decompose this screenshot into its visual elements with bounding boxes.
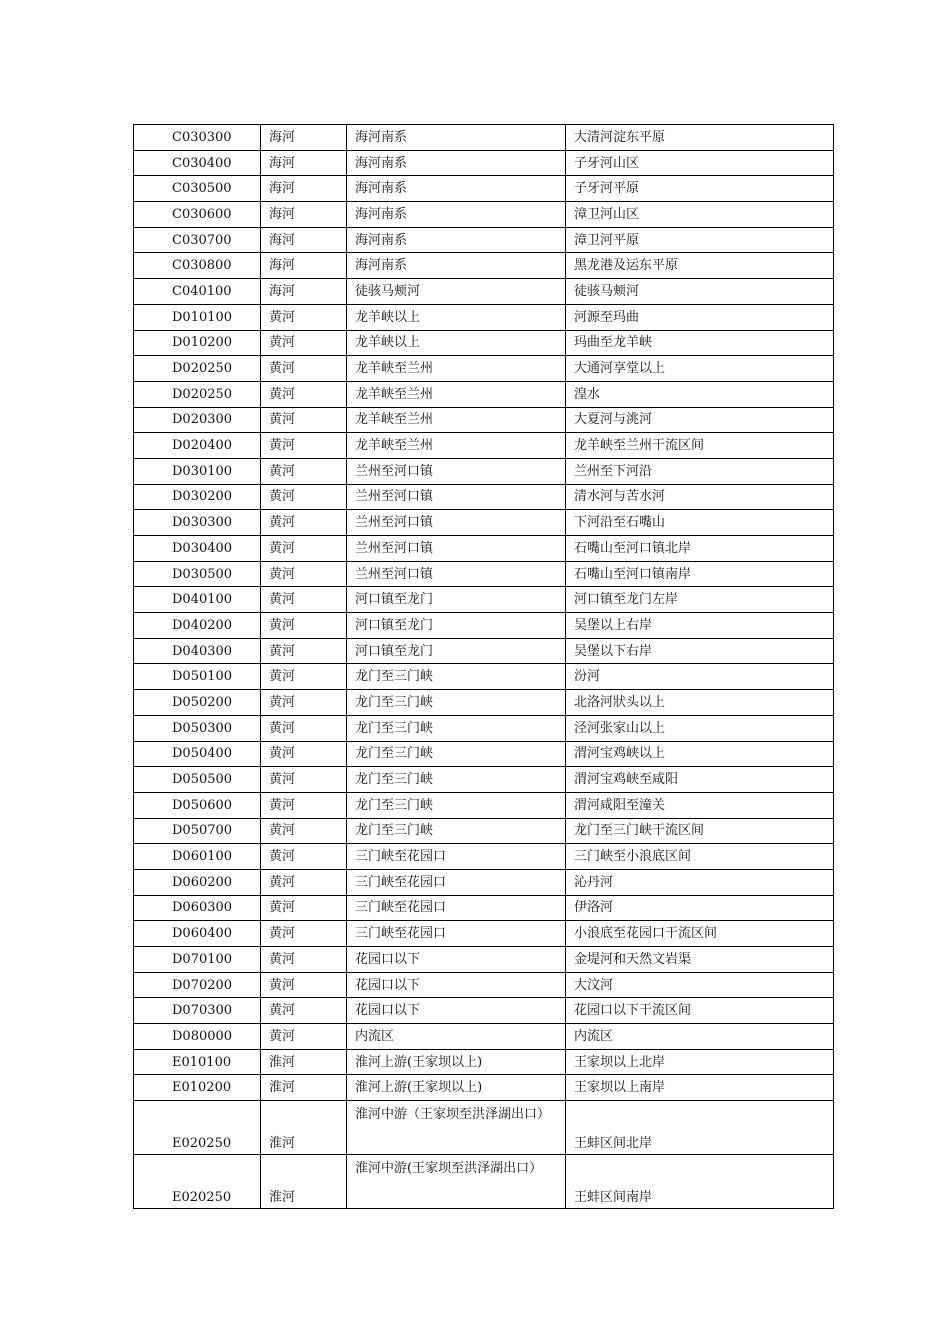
cell-region: 清水河与苦水河	[566, 484, 834, 510]
cell-system: 花园口以下	[347, 998, 566, 1024]
cell-code: C030700	[134, 227, 261, 253]
cell-region: 内流区	[566, 1024, 834, 1050]
cell-basin: 海河	[261, 253, 347, 279]
cell-code: D050300	[134, 715, 261, 741]
cell-system: 河口镇至龙门	[347, 587, 566, 613]
cell-system: 海河南系	[347, 176, 566, 202]
cell-basin: 黄河	[261, 638, 347, 664]
cell-code: C040100	[134, 279, 261, 305]
table-row	[134, 510, 834, 536]
table-row	[134, 381, 834, 407]
table-row	[134, 715, 834, 741]
table-row	[134, 1101, 834, 1155]
cell-system: 龙门至三门峡	[347, 741, 566, 767]
table-row	[134, 638, 834, 664]
cell-region: 吴堡以上右岸	[566, 613, 834, 639]
cell-code: D040100	[134, 587, 261, 613]
cell-code: D020250	[134, 356, 261, 382]
cell-system: 海河南系	[347, 227, 566, 253]
cell-basin: 黄河	[261, 484, 347, 510]
cell-region: 泾河张家山以上	[566, 715, 834, 741]
cell-system: 龙羊峡至兰州	[347, 433, 566, 459]
cell-system: 龙门至三门峡	[347, 690, 566, 716]
cell-system: 三门峡至花园口	[347, 921, 566, 947]
cell-region: 大夏河与洮河	[566, 407, 834, 433]
cell-basin: 黄河	[261, 510, 347, 536]
table-row	[134, 587, 834, 613]
cell-basin: 淮河	[261, 1075, 347, 1101]
cell-region: 大通河享堂以上	[566, 356, 834, 382]
cell-system: 龙门至三门峡	[347, 664, 566, 690]
cell-basin: 淮河	[261, 1049, 347, 1075]
cell-region: 北洛河狀头以上	[566, 690, 834, 716]
cell-system: 淮河上游(王家坝以上)	[347, 1075, 566, 1101]
cell-basin: 海河	[261, 125, 347, 151]
cell-region: 渭河宝鸡峡至咸阳	[566, 767, 834, 793]
cell-region: 黑龙港及运东平原	[566, 253, 834, 279]
cell-region: 漳卫河山区	[566, 202, 834, 228]
cell-system: 兰州至河口镇	[347, 561, 566, 587]
cell-basin: 海河	[261, 176, 347, 202]
cell-system: 龙门至三门峡	[347, 792, 566, 818]
cell-code: C030600	[134, 202, 261, 228]
table-row	[134, 279, 834, 305]
table-row	[134, 1024, 834, 1050]
cell-system: 龙羊峡以上	[347, 304, 566, 330]
cell-region: 王家坝以上北岸	[566, 1049, 834, 1075]
cell-code: D030400	[134, 536, 261, 562]
table-row	[134, 330, 834, 356]
cell-code: D070300	[134, 998, 261, 1024]
cell-region: 下河沿至石嘴山	[566, 510, 834, 536]
cell-region: 沁丹河	[566, 869, 834, 895]
table-row	[134, 458, 834, 484]
cell-region: 王蚌区间南岸	[566, 1155, 834, 1209]
cell-basin: 黄河	[261, 587, 347, 613]
cell-region: 漳卫河平原	[566, 227, 834, 253]
cell-region: 小浪底至花园口干流区间	[566, 921, 834, 947]
cell-basin: 黄河	[261, 921, 347, 947]
cell-code: D050500	[134, 767, 261, 793]
cell-code: D060200	[134, 869, 261, 895]
table-row	[134, 998, 834, 1024]
cell-basin: 淮河	[261, 1101, 347, 1155]
cell-code: D030100	[134, 458, 261, 484]
cell-region: 河源至玛曲	[566, 304, 834, 330]
cell-region: 石嘴山至河口镇南岸	[566, 561, 834, 587]
cell-code: D060400	[134, 921, 261, 947]
basin-table-body	[134, 125, 834, 1209]
table-row	[134, 818, 834, 844]
cell-basin: 黄河	[261, 613, 347, 639]
cell-code: E010200	[134, 1075, 261, 1101]
cell-code: E020250	[134, 1101, 261, 1155]
table-row	[134, 1155, 834, 1209]
cell-region: 子牙河平原	[566, 176, 834, 202]
cell-system: 徒骇马颊河	[347, 279, 566, 305]
cell-basin: 淮河	[261, 1155, 347, 1209]
cell-code: D010200	[134, 330, 261, 356]
table-row	[134, 741, 834, 767]
table-row	[134, 227, 834, 253]
cell-system: 兰州至河口镇	[347, 510, 566, 536]
cell-code: D050200	[134, 690, 261, 716]
cell-region: 兰州至下河沿	[566, 458, 834, 484]
cell-basin: 海河	[261, 202, 347, 228]
cell-code: D080000	[134, 1024, 261, 1050]
cell-code: D040200	[134, 613, 261, 639]
cell-code: D020250	[134, 381, 261, 407]
cell-basin: 黄河	[261, 715, 347, 741]
cell-basin: 黄河	[261, 356, 347, 382]
cell-code: D050700	[134, 818, 261, 844]
cell-code: D030200	[134, 484, 261, 510]
cell-basin: 海河	[261, 150, 347, 176]
table-row	[134, 407, 834, 433]
cell-basin: 海河	[261, 227, 347, 253]
cell-region: 大汶河	[566, 972, 834, 998]
table-row	[134, 767, 834, 793]
basin-table	[133, 124, 834, 1209]
table-row	[134, 972, 834, 998]
cell-basin: 黄河	[261, 381, 347, 407]
cell-region: 伊洛河	[566, 895, 834, 921]
table-row	[134, 613, 834, 639]
cell-basin: 黄河	[261, 767, 347, 793]
cell-basin: 黄河	[261, 869, 347, 895]
table-row	[134, 202, 834, 228]
cell-system: 海河南系	[347, 150, 566, 176]
cell-code: D050100	[134, 664, 261, 690]
cell-region: 湟水	[566, 381, 834, 407]
cell-region: 渭河宝鸡峡以上	[566, 741, 834, 767]
cell-region: 王家坝以上南岸	[566, 1075, 834, 1101]
cell-basin: 海河	[261, 279, 347, 305]
cell-basin: 黄河	[261, 972, 347, 998]
cell-basin: 黄河	[261, 330, 347, 356]
cell-code: D060300	[134, 895, 261, 921]
table-row	[134, 176, 834, 202]
cell-basin: 黄河	[261, 1024, 347, 1050]
cell-region: 徒骇马颊河	[566, 279, 834, 305]
cell-basin: 黄河	[261, 998, 347, 1024]
table-row	[134, 1075, 834, 1101]
cell-system: 海河南系	[347, 125, 566, 151]
cell-system: 花园口以下	[347, 972, 566, 998]
table-row	[134, 690, 834, 716]
cell-code: D050600	[134, 792, 261, 818]
cell-system: 三门峡至花园口	[347, 869, 566, 895]
table-row	[134, 895, 834, 921]
table-row	[134, 947, 834, 973]
cell-code: D070100	[134, 947, 261, 973]
cell-basin: 黄河	[261, 664, 347, 690]
cell-system: 海河南系	[347, 202, 566, 228]
cell-system: 龙羊峡至兰州	[347, 381, 566, 407]
cell-code: D030300	[134, 510, 261, 536]
cell-basin: 黄河	[261, 561, 347, 587]
table-row	[134, 792, 834, 818]
cell-region: 汾河	[566, 664, 834, 690]
table-row	[134, 844, 834, 870]
cell-basin: 黄河	[261, 792, 347, 818]
cell-basin: 黄河	[261, 433, 347, 459]
cell-system: 淮河上游(王家坝以上)	[347, 1049, 566, 1075]
cell-region: 王蚌区间北岸	[566, 1101, 834, 1155]
cell-region: 金堤河和天然文岩渠	[566, 947, 834, 973]
cell-system: 兰州至河口镇	[347, 458, 566, 484]
cell-code: D030500	[134, 561, 261, 587]
table-row	[134, 304, 834, 330]
cell-code: D040300	[134, 638, 261, 664]
cell-system: 龙门至三门峡	[347, 715, 566, 741]
table-row	[134, 1049, 834, 1075]
cell-system: 内流区	[347, 1024, 566, 1050]
table-row	[134, 664, 834, 690]
cell-system: 淮河中游（王家坝至洪泽湖出口）	[347, 1101, 566, 1155]
cell-system: 海河南系	[347, 253, 566, 279]
cell-system: 花园口以下	[347, 947, 566, 973]
table-row	[134, 484, 834, 510]
table-row	[134, 125, 834, 151]
cell-system: 兰州至河口镇	[347, 484, 566, 510]
cell-code: D060100	[134, 844, 261, 870]
cell-system: 龙羊峡至兰州	[347, 356, 566, 382]
table-row	[134, 561, 834, 587]
cell-system: 河口镇至龙门	[347, 613, 566, 639]
cell-basin: 黄河	[261, 536, 347, 562]
cell-system: 河口镇至龙门	[347, 638, 566, 664]
table-row	[134, 356, 834, 382]
table-row	[134, 253, 834, 279]
cell-basin: 黄河	[261, 458, 347, 484]
cell-region: 吴堡以下右岸	[566, 638, 834, 664]
cell-basin: 黄河	[261, 304, 347, 330]
cell-system: 龙羊峡至兰州	[347, 407, 566, 433]
cell-code: E020250	[134, 1155, 261, 1209]
cell-code: D010100	[134, 304, 261, 330]
cell-region: 石嘴山至河口镇北岸	[566, 536, 834, 562]
cell-basin: 黄河	[261, 818, 347, 844]
cell-basin: 黄河	[261, 844, 347, 870]
cell-basin: 黄河	[261, 947, 347, 973]
table-row	[134, 150, 834, 176]
table-row	[134, 433, 834, 459]
cell-basin: 黄河	[261, 895, 347, 921]
cell-system: 三门峡至花园口	[347, 895, 566, 921]
cell-region: 花园口以下干流区间	[566, 998, 834, 1024]
cell-code: D070200	[134, 972, 261, 998]
cell-basin: 黄河	[261, 741, 347, 767]
cell-code: E010100	[134, 1049, 261, 1075]
cell-system: 龙门至三门峡	[347, 767, 566, 793]
cell-code: C030300	[134, 125, 261, 151]
cell-system: 兰州至河口镇	[347, 536, 566, 562]
table-row	[134, 921, 834, 947]
cell-region: 玛曲至龙羊峡	[566, 330, 834, 356]
cell-region: 大清河淀东平原	[566, 125, 834, 151]
cell-region: 三门峡至小浪底区间	[566, 844, 834, 870]
cell-system: 龙羊峡以上	[347, 330, 566, 356]
table-row	[134, 536, 834, 562]
cell-system: 淮河中游(王家坝至洪泽湖出口）	[347, 1155, 566, 1209]
cell-region: 渭河咸阳至潼关	[566, 792, 834, 818]
cell-system: 三门峡至花园口	[347, 844, 566, 870]
cell-region: 龙羊峡至兰州干流区间	[566, 433, 834, 459]
cell-region: 子牙河山区	[566, 150, 834, 176]
cell-region: 龙门至三门峡干流区间	[566, 818, 834, 844]
cell-code: D020300	[134, 407, 261, 433]
cell-system: 龙门至三门峡	[347, 818, 566, 844]
cell-basin: 黄河	[261, 690, 347, 716]
cell-code: C030800	[134, 253, 261, 279]
cell-basin: 黄河	[261, 407, 347, 433]
table-row	[134, 869, 834, 895]
cell-code: D050400	[134, 741, 261, 767]
cell-code: C030500	[134, 176, 261, 202]
cell-code: C030400	[134, 150, 261, 176]
cell-region: 河口镇至龙门左岸	[566, 587, 834, 613]
cell-code: D020400	[134, 433, 261, 459]
